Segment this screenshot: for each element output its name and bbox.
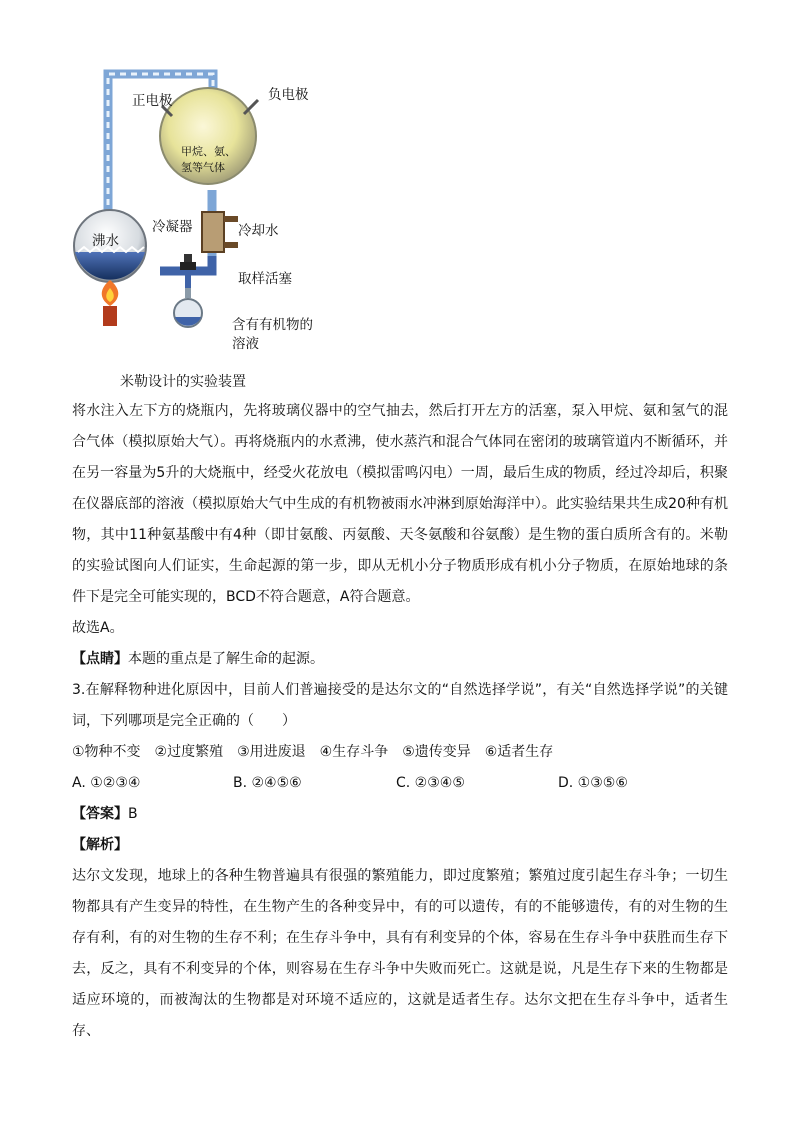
gases-label-line2: 氢等气体 <box>181 161 225 174</box>
solution-label-line1: 含有有机物的 <box>232 317 313 333</box>
condenser-label: 冷凝器 <box>152 219 193 235</box>
cooling-water-outlet <box>224 242 238 248</box>
cooling-water-label: 冷却水 <box>238 223 279 239</box>
condenser-jacket <box>202 212 224 252</box>
document-body <box>72 396 728 1047</box>
analysis-tag: 【解析】 <box>72 837 128 853</box>
comment-tag: 【点睛】 <box>72 651 128 667</box>
option-d: D. ①③⑤⑥ <box>558 775 628 791</box>
gases-label-line1: 甲烷、氨、 <box>181 145 236 158</box>
negative-electrode-label: 负电极 <box>268 87 309 103</box>
cooling-water-inlet <box>224 216 238 222</box>
option-b: B. ②④⑤⑥ <box>233 775 302 791</box>
analysis-heading <box>72 830 728 861</box>
solution-label-line2: 溶液 <box>232 336 259 352</box>
sampling-valve <box>180 262 196 270</box>
boiling-water-label: 沸水 <box>92 233 119 249</box>
option-a: A. ①②③④ <box>72 775 141 791</box>
explanation-paragraph: 将水注入左下方的烧瓶内，先将玻璃仪器中的空气抽去，然后打开左方的活塞，泵入甲烷、氨和氢气的混合气体（模拟原始大气）。再将烧瓶内的水煮沸，使水蒸汽和混合气体同在密闭的玻璃管道内不断循环，并在另一容量为5升的大烧瓶中，经受火花放电（模拟雷鸣闪电）一周，最后生成的物质，经过冷却后，积聚在仪器底部的溶液（模拟原始大气中生成的有机物被雨水冲淋到原始海洋中）。此实验结果共生成20种有机物，其中11种氨基酸中有4种（即甘氨酸、丙氨酸、天冬氨酸和谷氨酸）是生物的蛋白质所含有的。米勒的实验试图向人们证实，生命起源的第一步，即从无机小分子物质形成有机小分子物质，在原始地球的条件下是完全可能实现的，BCD不符合题意，A符合题意。 <box>72 403 728 605</box>
answer-tag: 【答案】 <box>72 806 128 822</box>
comment-line <box>72 644 728 675</box>
answer-line <box>72 799 728 830</box>
positive-electrode-label: 正电极 <box>132 93 173 109</box>
question-items: ①物种不变 ②过度繁殖 ③用进废退 ④生存斗争 ⑤遗传变异 ⑥适者生存 <box>72 744 554 760</box>
option-c: C. ②③④⑤ <box>396 775 465 791</box>
choose-line: 故选A。 <box>72 620 124 636</box>
valve-handle <box>184 254 192 262</box>
apparatus-drawing <box>70 66 360 366</box>
boiling-water <box>75 252 145 280</box>
answer-options <box>72 768 728 799</box>
comment-text: 本题的重点是了解生命的起源。 <box>128 651 324 667</box>
miller-apparatus-figure <box>70 66 360 366</box>
figure-caption: 米勒设计的实验装置 <box>120 374 246 390</box>
burner-body <box>103 306 117 326</box>
question-stem: 3.在解释物种进化原因中，目前人们普遍接受的是达尔文的“自然选择学说”，有关“自然选择学说”的关键词，下列哪项是完全正确的（ ） <box>72 682 728 729</box>
analysis-paragraph: 达尔文发现，地球上的各种生物普遍具有很强的繁殖能力，即过度繁殖；繁殖过度引起生存斗争；一切生物都具有产生变异的特性，在生物产生的各种变异中，有的可以遗传，有的不能够遗传，有的对生物的生存有利，有的对生物的生存不利；在生存斗争中，具有有利变异的个体，容易在生存斗争中获胜而生存下去，反之，具有不利变异的个体，则容易在生存斗争中失败而死亡。这就是说，凡是生存下来的生物都是适应环境的，而被淘汰的生物都是对环境不适应的，这就是适者生存。达尔文把在生存斗争中，适者生存、 <box>72 868 728 1039</box>
answer-value: B <box>128 806 138 822</box>
sampling-valve-label: 取样活塞 <box>238 271 292 287</box>
